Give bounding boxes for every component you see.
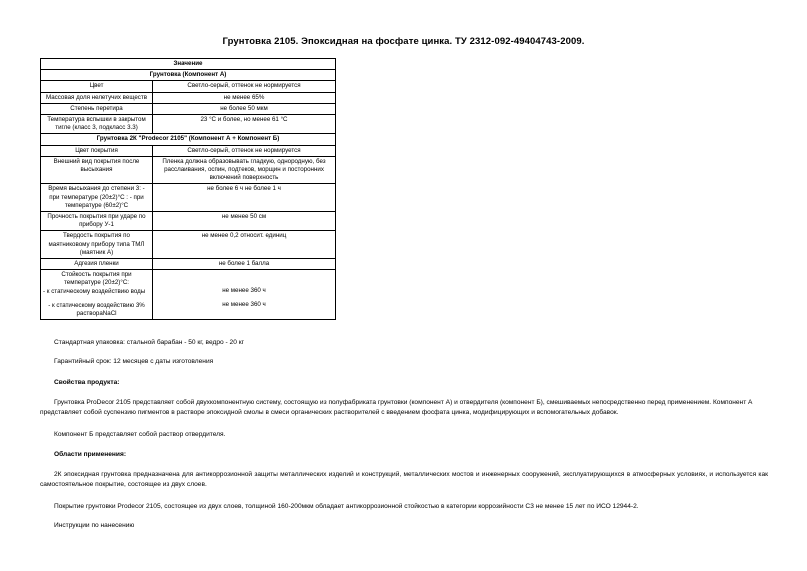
section-2k: Грунтовка 2К "Prodecor 2105" (Компонент А + Компонент Б) (41, 134, 336, 145)
property-name: Цвет (41, 81, 153, 92)
document-title: Грунтовка 2105. Эпоксидная на фосфате цинка. ТУ 2312-092-49404743-2009. (222, 36, 585, 47)
coating-text: Покрытие грунтовки Prodecor 2105, состоящее из двух слоев, толщиной 160-200мкм обладает антикоррозионной стойкостью в категории коррозийности С3 не менее 15 лет по ИСО 12944-2. (54, 503, 639, 510)
property-value: не менее 50 см (153, 212, 336, 231)
section-row (41, 70, 336, 81)
table-row (41, 115, 336, 134)
table-row (41, 212, 336, 231)
property-value: 23 °С и более, но менее 61 °С (153, 115, 336, 134)
property-value: не более 50 мкм (153, 103, 336, 114)
property-name: Температура вспышки в закрытом тигле (класс 3, подкласс 3.3) (41, 115, 153, 134)
property-name: Время высыхания до степени 3: - при температуре (20±2)°С : - при температуре (60±2)°С (41, 184, 153, 212)
resistance-title: Стойкость покрытия при температуре (20±2)°С: (61, 271, 132, 287)
property-value: не менее 0,2 относит. единиц (153, 231, 336, 259)
resistance-nacl-value: не менее 360 ч (222, 301, 266, 309)
property-value: Светло-серый, оттенок не нормируется (153, 81, 336, 92)
properties-heading: Свойства продукта: (54, 379, 120, 386)
table-row (41, 184, 336, 212)
warranty-text: Гарантийный срок: 12 месяцев с даты изготовления (54, 358, 214, 365)
instructions-text: Инструкции по нанесению (54, 522, 135, 529)
packaging-text: Стандартная упаковка: стальной барабан - 50 кг, ведро - 20 кг (54, 339, 245, 346)
section-row (41, 134, 336, 145)
table-row (41, 81, 336, 92)
table-row (41, 231, 336, 259)
resistance-nacl: - к статическому воздействию 3% раствораNaCl (48, 301, 145, 318)
property-name: Внешний вид покрытия после высыхания (41, 156, 153, 184)
property-name (41, 270, 153, 320)
property-value: не более 6 ч не более 1 ч (153, 184, 336, 212)
property-value: не более 1 балла (153, 259, 336, 270)
properties-text: Грунтовка ProDecor 2105 представляет собой двухкомпонентную систему, состоящую из полуфабриката грунтовки (компонент А) и отвердителя (компонент Б), смешиваемых непосредственно перед применением. Компонент А представляет собой суспензию пигментов в растворе эпоксидной смолы в смеси органических растворителей с введением фосфата цинка, модифицирующих и вспомогательных добавок. (40, 399, 753, 416)
resistance-water-value: не менее 360 ч (222, 287, 266, 295)
table-header-row (41, 59, 336, 70)
property-value: Пленка должна образовывать гладкую, однородную, без расслаивания, оспин, подтеков, морщин и посторонних включений поверхность (153, 156, 336, 184)
table-row (41, 270, 336, 320)
property-value (153, 270, 336, 320)
table-row (41, 103, 336, 114)
property-value: не менее 65% (153, 92, 336, 103)
resistance-water: - к статическому воздействию воды (43, 287, 146, 295)
property-value: Светло-серый, оттенок не нормируется (153, 145, 336, 156)
component-b-text: Компонент Б представляет собой раствор отвердителя. (54, 431, 226, 438)
property-name: Степень перетира (41, 103, 153, 114)
table-row (41, 156, 336, 184)
section-component-a: Грунтовка (Компонент А) (41, 70, 336, 81)
table-row (41, 259, 336, 270)
property-name: Адгезия пленки (41, 259, 153, 270)
property-name: Твердость покрытия по маятниковому прибору типа ТМЛ (маятник А) (41, 231, 153, 259)
property-name: Прочность покрытия при ударе по прибору У-1 (41, 212, 153, 231)
application-text: 2К эпоксидная грунтовка предназначена для антикоррозионной защиты металлических изделий и конструкций, металлических мостов и инженерных сооружений, эксплуатирующихся в атмосферных условиях, и используется как самостоятельное покрытие, состоящее из двух слоев. (40, 471, 768, 488)
application-heading: Области применения: (54, 451, 127, 458)
table-header: Значение (41, 59, 336, 70)
spec-table (40, 58, 336, 320)
table-row (41, 92, 336, 103)
property-name: Массовая доля нелетучих веществ (41, 92, 153, 103)
property-name: Цвет покрытия (41, 145, 153, 156)
table-row (41, 145, 336, 156)
